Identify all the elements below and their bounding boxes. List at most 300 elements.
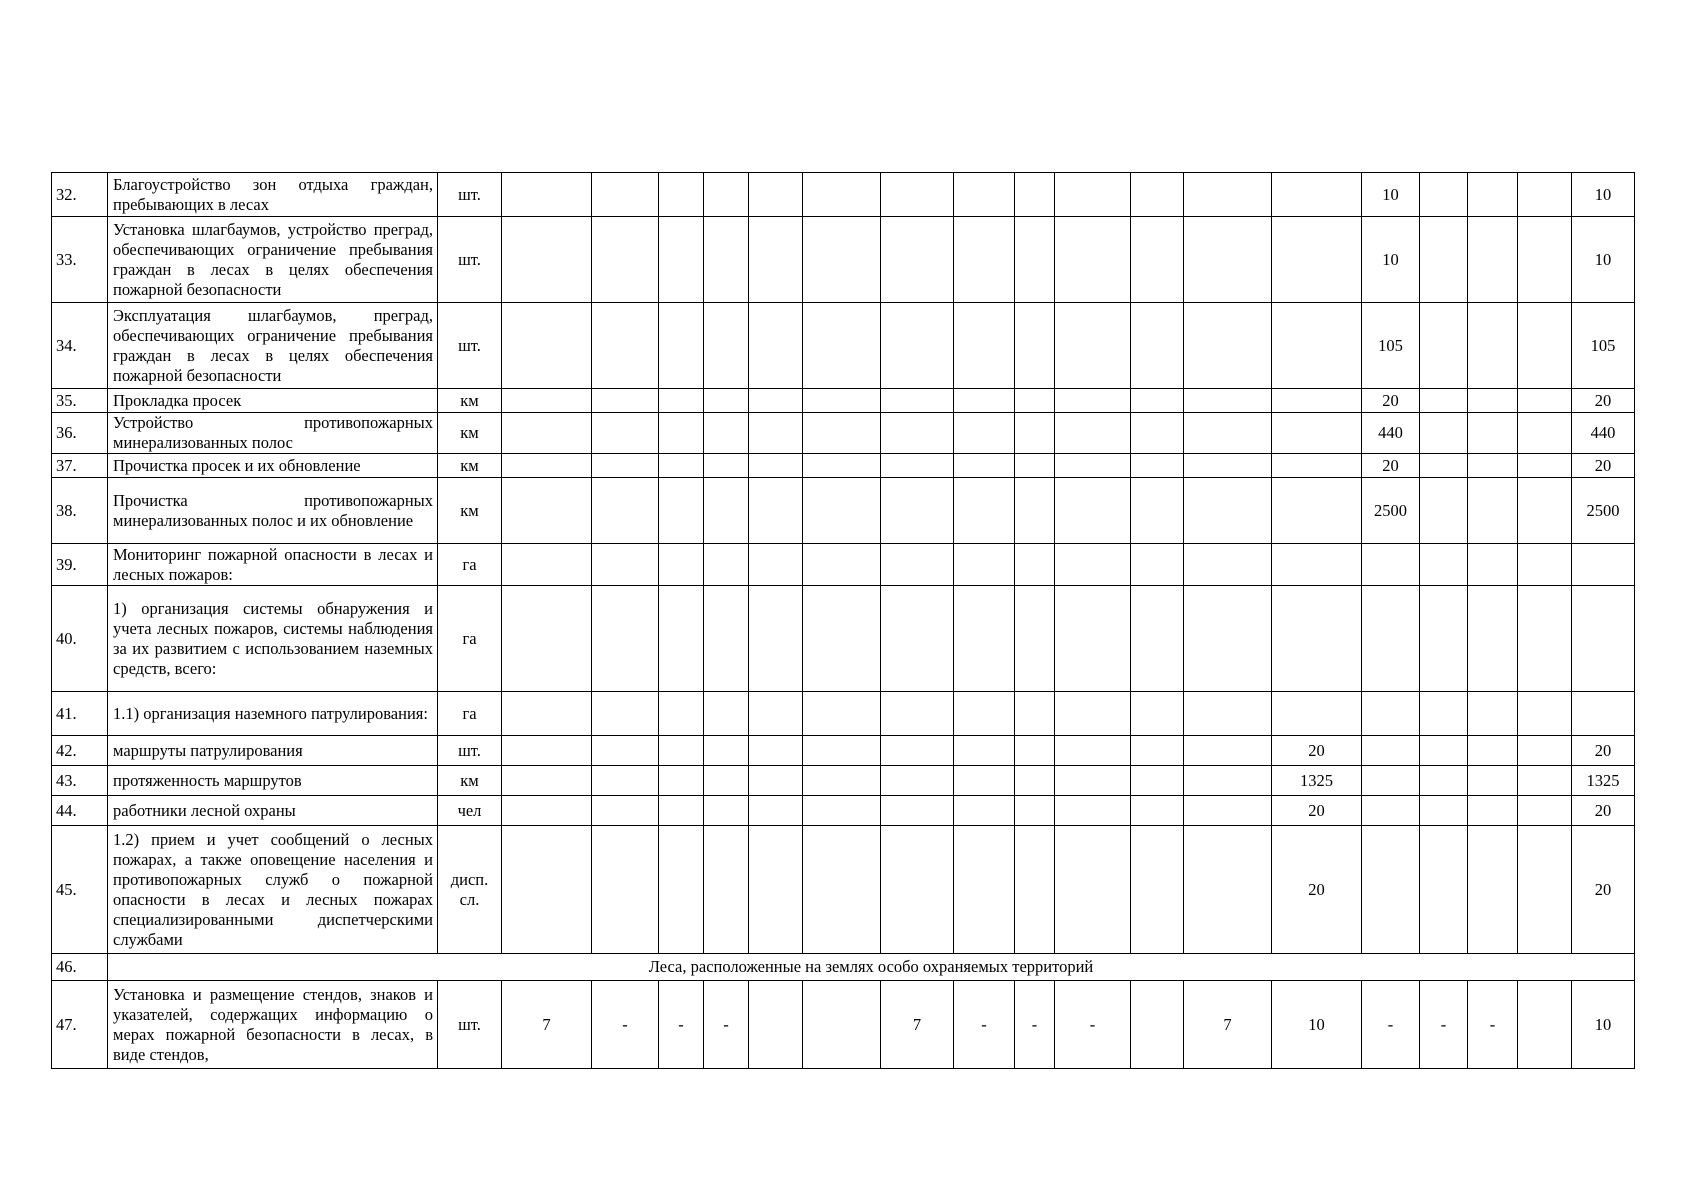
value-cell xyxy=(749,586,803,692)
value-cell xyxy=(954,826,1015,954)
value-cell: 105 xyxy=(1572,303,1635,389)
value-cell: 20 xyxy=(1272,826,1362,954)
value-cell: 20 xyxy=(1572,736,1635,766)
value-cell xyxy=(1362,826,1420,954)
row-number: 40. xyxy=(52,586,108,692)
value-cell xyxy=(1184,173,1272,217)
measure-name: работники лесной охраны xyxy=(108,796,438,826)
measure-name: Прочистка просек и их обновление xyxy=(108,454,438,478)
value-cell xyxy=(1518,692,1572,736)
value-cell xyxy=(592,454,659,478)
value-cell xyxy=(592,586,659,692)
value-cell: 440 xyxy=(1362,413,1420,454)
value-cell xyxy=(803,303,881,389)
value-cell: 10 xyxy=(1362,173,1420,217)
value-cell xyxy=(704,826,749,954)
value-cell xyxy=(803,544,881,586)
value-cell xyxy=(881,389,954,413)
value-cell xyxy=(502,389,592,413)
value-cell xyxy=(1468,826,1518,954)
value-cell: - xyxy=(1468,981,1518,1069)
value-cell xyxy=(1015,544,1055,586)
value-cell xyxy=(954,478,1015,544)
value-cell xyxy=(954,796,1015,826)
value-cell xyxy=(1572,586,1635,692)
unit-cell: га xyxy=(438,544,502,586)
value-cell xyxy=(1468,544,1518,586)
value-cell xyxy=(592,303,659,389)
unit-cell: дисп. сл. xyxy=(438,826,502,954)
measure-name: 1.2) прием и учет сообщений о лесных пожарах, а также оповещение населения и противопожарных служб о пожарной опасности в лесах и лесных пожарах специализированными диспетчерскими службами xyxy=(108,826,438,954)
value-cell xyxy=(803,796,881,826)
value-cell xyxy=(1420,454,1468,478)
value-cell: 1325 xyxy=(1272,766,1362,796)
value-cell xyxy=(749,173,803,217)
value-cell xyxy=(1468,586,1518,692)
value-cell xyxy=(1518,981,1572,1069)
value-cell xyxy=(1184,303,1272,389)
value-cell xyxy=(954,692,1015,736)
value-cell xyxy=(881,413,954,454)
value-cell xyxy=(1055,454,1131,478)
value-cell xyxy=(1518,736,1572,766)
value-cell xyxy=(1420,586,1468,692)
value-cell xyxy=(704,173,749,217)
value-cell xyxy=(1131,692,1184,736)
value-cell xyxy=(881,586,954,692)
value-cell xyxy=(502,586,592,692)
table-row xyxy=(52,544,1635,586)
value-cell xyxy=(502,217,592,303)
value-cell xyxy=(502,303,592,389)
value-cell: 10 xyxy=(1572,173,1635,217)
value-cell xyxy=(1015,766,1055,796)
value-cell xyxy=(803,454,881,478)
value-cell xyxy=(1468,389,1518,413)
value-cell xyxy=(1518,478,1572,544)
value-cell xyxy=(803,981,881,1069)
value-cell xyxy=(1572,544,1635,586)
value-cell xyxy=(1131,981,1184,1069)
value-cell xyxy=(1468,217,1518,303)
table-row xyxy=(52,173,1635,217)
value-cell xyxy=(1131,796,1184,826)
value-cell xyxy=(1015,303,1055,389)
value-cell xyxy=(659,766,704,796)
table-row xyxy=(52,217,1635,303)
value-cell xyxy=(1184,544,1272,586)
value-cell xyxy=(1468,478,1518,544)
row-number: 43. xyxy=(52,766,108,796)
value-cell xyxy=(1518,766,1572,796)
value-cell xyxy=(704,413,749,454)
value-cell xyxy=(803,413,881,454)
value-cell xyxy=(1518,826,1572,954)
table-row xyxy=(52,413,1635,454)
measure-name: Эксплуатация шлагбаумов, преград, обеспечивающих ограничение пребывания граждан в лесах в целях обеспечения пожарной безопасности xyxy=(108,303,438,389)
table-row xyxy=(52,736,1635,766)
value-cell xyxy=(1131,389,1184,413)
value-cell xyxy=(502,413,592,454)
value-cell xyxy=(1362,796,1420,826)
value-cell xyxy=(1131,413,1184,454)
value-cell xyxy=(659,413,704,454)
row-number: 46. xyxy=(52,954,108,981)
value-cell xyxy=(1184,796,1272,826)
unit-cell: шт. xyxy=(438,736,502,766)
value-cell: 440 xyxy=(1572,413,1635,454)
value-cell xyxy=(1272,454,1362,478)
unit-cell: га xyxy=(438,586,502,692)
value-cell xyxy=(803,826,881,954)
value-cell xyxy=(1015,478,1055,544)
value-cell xyxy=(592,413,659,454)
value-cell xyxy=(1015,389,1055,413)
value-cell xyxy=(1055,796,1131,826)
value-cell: - xyxy=(1420,981,1468,1069)
value-cell xyxy=(502,736,592,766)
value-cell xyxy=(592,389,659,413)
value-cell: - xyxy=(954,981,1015,1069)
value-cell xyxy=(1272,173,1362,217)
value-cell xyxy=(1015,736,1055,766)
value-cell xyxy=(1420,692,1468,736)
value-cell xyxy=(659,454,704,478)
value-cell: 7 xyxy=(502,981,592,1069)
value-cell xyxy=(749,692,803,736)
value-cell: 20 xyxy=(1272,796,1362,826)
value-cell xyxy=(1055,692,1131,736)
value-cell xyxy=(502,478,592,544)
value-cell xyxy=(659,478,704,544)
value-cell xyxy=(1468,454,1518,478)
value-cell xyxy=(1015,826,1055,954)
table-row xyxy=(52,454,1635,478)
value-cell: 105 xyxy=(1362,303,1420,389)
value-cell xyxy=(881,217,954,303)
value-cell xyxy=(1420,303,1468,389)
value-cell xyxy=(704,389,749,413)
unit-cell: шт. xyxy=(438,303,502,389)
value-cell xyxy=(1184,766,1272,796)
value-cell xyxy=(1272,586,1362,692)
row-number: 34. xyxy=(52,303,108,389)
value-cell xyxy=(749,544,803,586)
table-row xyxy=(52,692,1635,736)
value-cell: 20 xyxy=(1362,454,1420,478)
value-cell xyxy=(1272,478,1362,544)
value-cell xyxy=(881,826,954,954)
value-cell xyxy=(1468,796,1518,826)
value-cell xyxy=(803,173,881,217)
value-cell: 2500 xyxy=(1362,478,1420,544)
value-cell: 20 xyxy=(1362,389,1420,413)
value-cell xyxy=(659,826,704,954)
value-cell xyxy=(1420,478,1468,544)
value-cell xyxy=(1518,796,1572,826)
value-cell xyxy=(803,478,881,544)
value-cell xyxy=(1055,413,1131,454)
value-cell xyxy=(1131,454,1184,478)
table-row xyxy=(52,766,1635,796)
value-cell xyxy=(1131,586,1184,692)
value-cell xyxy=(749,454,803,478)
value-cell xyxy=(1055,173,1131,217)
value-cell: 20 xyxy=(1572,454,1635,478)
value-cell xyxy=(502,826,592,954)
value-cell xyxy=(1055,303,1131,389)
value-cell xyxy=(1184,217,1272,303)
value-cell xyxy=(954,173,1015,217)
measure-name: маршруты патрулирования xyxy=(108,736,438,766)
row-number: 39. xyxy=(52,544,108,586)
value-cell xyxy=(881,692,954,736)
value-cell xyxy=(1055,544,1131,586)
value-cell xyxy=(1055,217,1131,303)
value-cell xyxy=(881,766,954,796)
value-cell xyxy=(704,217,749,303)
table-row xyxy=(52,826,1635,954)
unit-cell: км xyxy=(438,389,502,413)
value-cell xyxy=(1131,217,1184,303)
value-cell xyxy=(1362,736,1420,766)
unit-cell: км xyxy=(438,454,502,478)
value-cell xyxy=(1468,736,1518,766)
value-cell xyxy=(1272,544,1362,586)
value-cell xyxy=(1131,826,1184,954)
value-cell xyxy=(1055,586,1131,692)
value-cell xyxy=(1272,217,1362,303)
value-cell: - xyxy=(592,981,659,1069)
row-number: 32. xyxy=(52,173,108,217)
value-cell xyxy=(1131,478,1184,544)
value-cell xyxy=(1420,826,1468,954)
value-cell xyxy=(1468,766,1518,796)
value-cell xyxy=(749,303,803,389)
value-cell xyxy=(1362,586,1420,692)
value-cell xyxy=(1272,389,1362,413)
value-cell xyxy=(749,766,803,796)
value-cell xyxy=(803,736,881,766)
value-cell xyxy=(1420,413,1468,454)
value-cell xyxy=(659,586,704,692)
value-cell xyxy=(1184,454,1272,478)
row-number: 45. xyxy=(52,826,108,954)
measure-name: 1.1) организация наземного патрулирования: xyxy=(108,692,438,736)
value-cell: 7 xyxy=(881,981,954,1069)
value-cell xyxy=(1518,389,1572,413)
value-cell: - xyxy=(1055,981,1131,1069)
value-cell xyxy=(502,766,592,796)
value-cell xyxy=(1468,692,1518,736)
unit-cell: км xyxy=(438,413,502,454)
value-cell xyxy=(1184,478,1272,544)
value-cell xyxy=(659,173,704,217)
value-cell xyxy=(592,217,659,303)
value-cell xyxy=(1468,413,1518,454)
value-cell xyxy=(592,796,659,826)
value-cell xyxy=(1015,796,1055,826)
table-row xyxy=(52,478,1635,544)
value-cell xyxy=(881,303,954,389)
value-cell: 20 xyxy=(1572,826,1635,954)
value-cell xyxy=(1015,217,1055,303)
value-cell xyxy=(954,389,1015,413)
value-cell xyxy=(1015,586,1055,692)
row-number: 35. xyxy=(52,389,108,413)
value-cell xyxy=(954,413,1015,454)
value-cell xyxy=(704,736,749,766)
value-cell xyxy=(1055,826,1131,954)
value-cell: 10 xyxy=(1272,981,1362,1069)
measure-name: 1) организация системы обнаружения и учета лесных пожаров, системы наблюдения за их развитием с использованием наземных средств, всего: xyxy=(108,586,438,692)
value-cell xyxy=(749,478,803,544)
value-cell xyxy=(954,766,1015,796)
value-cell xyxy=(1420,766,1468,796)
value-cell xyxy=(803,217,881,303)
value-cell xyxy=(502,544,592,586)
table-row xyxy=(52,303,1635,389)
value-cell xyxy=(1015,454,1055,478)
value-cell xyxy=(1184,413,1272,454)
value-cell xyxy=(749,796,803,826)
value-cell: 20 xyxy=(1572,389,1635,413)
value-cell xyxy=(1131,544,1184,586)
value-cell xyxy=(1518,454,1572,478)
row-number: 44. xyxy=(52,796,108,826)
value-cell xyxy=(881,478,954,544)
measure-name: Установка и размещение стендов, знаков и указателей, содержащих информацию о мерах пожарной безопасности в лесах, в виде стендов, xyxy=(108,981,438,1069)
measure-name: Установка шлагбаумов, устройство преград, обеспечивающих ограничение пребывания граждан в лесах в целях обеспечения пожарной безопасности xyxy=(108,217,438,303)
value-cell xyxy=(1518,173,1572,217)
value-cell xyxy=(502,454,592,478)
value-cell xyxy=(749,736,803,766)
value-cell xyxy=(1518,544,1572,586)
value-cell xyxy=(592,544,659,586)
value-cell xyxy=(704,303,749,389)
measure-name: Благоустройство зон отдыха граждан, пребывающих в лесах xyxy=(108,173,438,217)
row-number: 41. xyxy=(52,692,108,736)
row-number: 42. xyxy=(52,736,108,766)
unit-cell: га xyxy=(438,692,502,736)
value-cell xyxy=(803,586,881,692)
value-cell xyxy=(704,692,749,736)
value-cell xyxy=(1468,173,1518,217)
unit-cell: км xyxy=(438,766,502,796)
value-cell xyxy=(881,796,954,826)
value-cell xyxy=(1131,303,1184,389)
value-cell: - xyxy=(659,981,704,1069)
value-cell xyxy=(1362,692,1420,736)
value-cell xyxy=(1131,736,1184,766)
value-cell xyxy=(502,796,592,826)
value-cell xyxy=(704,796,749,826)
value-cell xyxy=(659,796,704,826)
value-cell: 1325 xyxy=(1572,766,1635,796)
value-cell xyxy=(1468,303,1518,389)
value-cell xyxy=(1184,692,1272,736)
value-cell xyxy=(1184,826,1272,954)
value-cell xyxy=(881,454,954,478)
value-cell xyxy=(1272,413,1362,454)
value-cell xyxy=(1055,766,1131,796)
unit-cell: чел xyxy=(438,796,502,826)
section-heading: Леса, расположенные на землях особо охраняемых территорий xyxy=(108,954,1635,981)
value-cell xyxy=(803,692,881,736)
value-cell xyxy=(659,544,704,586)
measure-name: Устройство противопожарных минерализованных полос xyxy=(108,413,438,454)
value-cell xyxy=(704,544,749,586)
table-row xyxy=(52,389,1635,413)
value-cell xyxy=(749,389,803,413)
value-cell: 10 xyxy=(1572,981,1635,1069)
value-cell xyxy=(659,303,704,389)
value-cell xyxy=(1518,586,1572,692)
value-cell xyxy=(1184,736,1272,766)
table-row xyxy=(52,586,1635,692)
value-cell xyxy=(1420,796,1468,826)
measure-name: Мониторинг пожарной опасности в лесах и лесных пожаров: xyxy=(108,544,438,586)
row-number: 36. xyxy=(52,413,108,454)
value-cell xyxy=(592,766,659,796)
value-cell xyxy=(592,478,659,544)
value-cell xyxy=(502,692,592,736)
value-cell xyxy=(1420,389,1468,413)
value-cell xyxy=(954,736,1015,766)
value-cell xyxy=(1420,736,1468,766)
value-cell xyxy=(1015,692,1055,736)
value-cell: - xyxy=(704,981,749,1069)
measure-name: Прочистка противопожарных минерализованных полос и их обновление xyxy=(108,478,438,544)
unit-cell: км xyxy=(438,478,502,544)
value-cell xyxy=(954,217,1015,303)
value-cell xyxy=(954,303,1015,389)
value-cell xyxy=(749,217,803,303)
table-row xyxy=(52,796,1635,826)
value-cell xyxy=(1184,586,1272,692)
value-cell: 20 xyxy=(1272,736,1362,766)
value-cell xyxy=(592,173,659,217)
value-cell xyxy=(592,736,659,766)
value-cell xyxy=(1518,217,1572,303)
value-cell xyxy=(1055,478,1131,544)
value-cell xyxy=(1055,389,1131,413)
table-row xyxy=(52,981,1635,1069)
value-cell xyxy=(881,544,954,586)
row-number: 47. xyxy=(52,981,108,1069)
value-cell: - xyxy=(1362,981,1420,1069)
forest-fire-measures-table xyxy=(51,172,1635,1069)
value-cell xyxy=(749,826,803,954)
value-cell xyxy=(1518,303,1572,389)
value-cell xyxy=(659,692,704,736)
value-cell xyxy=(1131,766,1184,796)
value-cell xyxy=(881,736,954,766)
value-cell xyxy=(659,736,704,766)
value-cell xyxy=(704,454,749,478)
value-cell xyxy=(1184,389,1272,413)
value-cell: 2500 xyxy=(1572,478,1635,544)
value-cell xyxy=(1272,692,1362,736)
value-cell xyxy=(954,544,1015,586)
value-cell xyxy=(1420,544,1468,586)
value-cell xyxy=(1518,413,1572,454)
value-cell xyxy=(704,586,749,692)
value-cell xyxy=(502,173,592,217)
value-cell xyxy=(659,389,704,413)
value-cell xyxy=(749,413,803,454)
unit-cell: шт. xyxy=(438,981,502,1069)
